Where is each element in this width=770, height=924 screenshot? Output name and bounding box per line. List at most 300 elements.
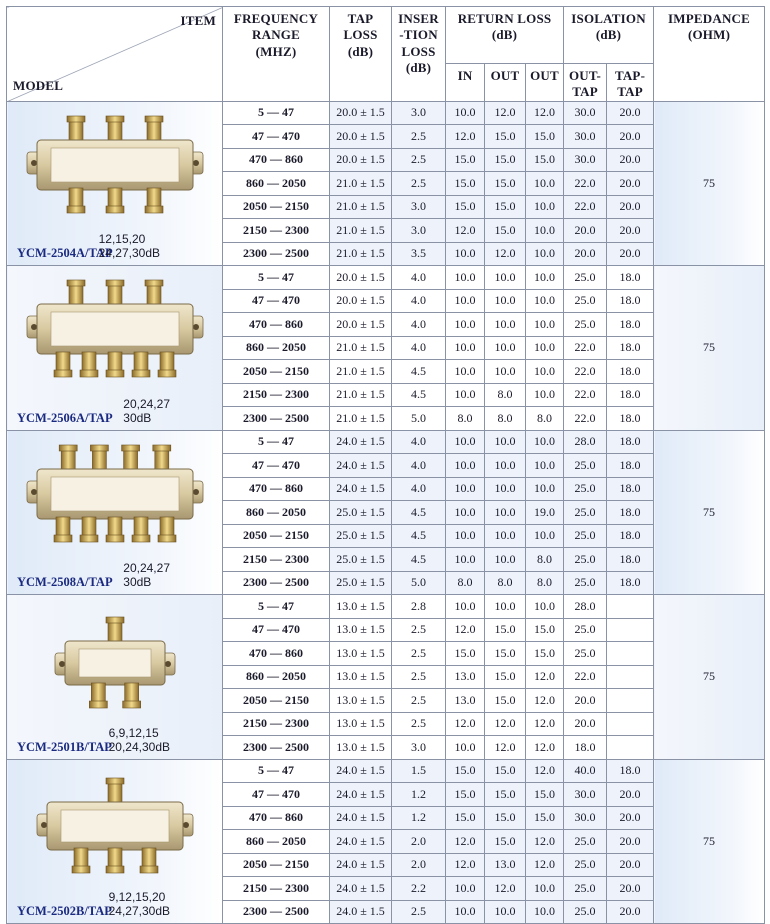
rl-out-cell: 8.0: [485, 407, 526, 431]
rl-out2-cell: 10.0: [526, 900, 564, 924]
freq-cell: 2050 — 2150: [223, 195, 330, 219]
rl-out2-cell: 8.0: [526, 407, 564, 431]
insertion-loss-cell: 1.2: [392, 806, 446, 830]
insertion-loss-cell: 3.0: [392, 101, 446, 125]
item-header: ITEM: [180, 13, 216, 28]
rl-out2-cell: 12.0: [526, 830, 564, 854]
rl-out-cell: 10.0: [485, 266, 526, 290]
iso-tap-tap-cell: 18.0: [607, 454, 654, 478]
frequency-range-line: FREQUENCY: [233, 11, 319, 26]
rl-in-cell: 12.0: [446, 125, 485, 149]
freq-cell: 2150 — 2300: [223, 383, 330, 407]
tap-loss-cell: 20.0 ± 1.5: [330, 101, 392, 125]
tap-loss-cell: 13.0 ± 1.5: [330, 642, 392, 666]
rl-out-cell: 12.0: [485, 877, 526, 901]
iso-tap-tap-cell: 18.0: [607, 266, 654, 290]
rl-out2-cell: 15.0: [526, 806, 564, 830]
rl-in-cell: 13.0: [446, 665, 485, 689]
iso-out-tap-cell: 25.0: [564, 289, 607, 313]
tap-loss-cell: 13.0 ± 1.5: [330, 736, 392, 760]
return-loss-line: (dB): [491, 27, 518, 43]
freq-cell: 470 — 860: [223, 477, 330, 501]
rl-out2-cell: 10.0: [526, 336, 564, 360]
iso-out-tap-cell: 22.0: [564, 383, 607, 407]
rl-in-cell: 10.0: [446, 877, 485, 901]
rl-out2-cell: 15.0: [526, 642, 564, 666]
insertion-loss-cell: 2.2: [392, 877, 446, 901]
rl-in-cell: 15.0: [446, 783, 485, 807]
tap-loss-line: (dB): [347, 43, 374, 59]
rl-in-cell: 10.0: [446, 430, 485, 454]
freq-cell: 47 — 470: [223, 783, 330, 807]
freq-cell: 2300 — 2500: [223, 571, 330, 595]
rl-in-cell: 10.0: [446, 289, 485, 313]
tap-loss-cell: 25.0 ± 1.5: [330, 548, 392, 572]
freq-cell: 5 — 47: [223, 101, 330, 125]
rl-out-cell: 15.0: [485, 665, 526, 689]
impedance-line: IMPEDANCE: [668, 11, 751, 26]
table-row: [7, 595, 765, 619]
model-name: YCM-2502B/TAP: [17, 904, 112, 919]
insertion-loss-cell: 4.0: [392, 289, 446, 313]
freq-cell: 2300 — 2500: [223, 900, 330, 924]
iso-tap-tap-cell: [607, 665, 654, 689]
tap-loss-cell: 25.0 ± 1.5: [330, 501, 392, 525]
impedance-header: [654, 7, 765, 102]
rl-in-cell: 10.0: [446, 266, 485, 290]
freq-cell: 470 — 860: [223, 642, 330, 666]
insertion-loss-cell: 4.0: [392, 336, 446, 360]
tap-loss-cell: 24.0 ± 1.5: [330, 830, 392, 854]
product-photo: [25, 439, 205, 560]
model-name: YCM-2508A/TAP: [17, 575, 113, 590]
rl-out-cell: 15.0: [485, 806, 526, 830]
iso-tap-tap-cell: 18.0: [607, 360, 654, 384]
iso-tap-tap-cell: 18.0: [607, 524, 654, 548]
rl-out-cell: 15.0: [485, 830, 526, 854]
iso-tap-tap-cell: 18.0: [607, 383, 654, 407]
tap-loss-cell: 24.0 ± 1.5: [330, 853, 392, 877]
freq-cell: 860 — 2050: [223, 830, 330, 854]
isolation-line: (dB): [595, 27, 622, 43]
iso-tap-tap-cell: 20.0: [607, 783, 654, 807]
iso-out-tap-cell: 25.0: [564, 830, 607, 854]
insertion-loss-cell: 4.0: [392, 266, 446, 290]
iso-out-tap-cell: 20.0: [564, 712, 607, 736]
iso-out-tap-cell: 25.0: [564, 454, 607, 478]
iso-out-tap-cell: 22.0: [564, 407, 607, 431]
rl-out-cell: 10.0: [485, 595, 526, 619]
rl-out-cell: 12.0: [485, 101, 526, 125]
tap-loss-cell: 24.0 ± 1.5: [330, 430, 392, 454]
iso-tap-tap-cell: 18.0: [607, 759, 654, 783]
iso-out-tap-cell: 25.0: [564, 477, 607, 501]
model-cell: [7, 595, 223, 760]
product-photo: [25, 768, 205, 889]
freq-cell: 47 — 470: [223, 289, 330, 313]
rl-out-header: OUT: [485, 64, 526, 102]
model-cell: [7, 430, 223, 595]
insertion-loss-cell: 4.5: [392, 501, 446, 525]
iso-out-tap-header: [564, 64, 607, 102]
item-model-header: [7, 7, 223, 102]
iso-out-tap-cell: 25.0: [564, 266, 607, 290]
tap-loss-cell: 25.0 ± 1.5: [330, 524, 392, 548]
model-tap-values: 6,9,12,15 20,24,30dB: [108, 725, 170, 754]
rl-out2-cell: 10.0: [526, 289, 564, 313]
freq-cell: 2300 — 2500: [223, 736, 330, 760]
iso-tap-tap-cell: 18.0: [607, 313, 654, 337]
iso-out-tap-cell: 22.0: [564, 195, 607, 219]
iso-out-tap-cell: 30.0: [564, 783, 607, 807]
rl-out-cell: 15.0: [485, 219, 526, 243]
rl-in-cell: 10.0: [446, 900, 485, 924]
insertion-loss-cell: 4.0: [392, 454, 446, 478]
iso-tap-tap-cell: 20.0: [607, 148, 654, 172]
insertion-loss-cell: 3.0: [392, 219, 446, 243]
tap-loss-cell: 13.0 ± 1.5: [330, 712, 392, 736]
iso-tap-tap-cell: 18.0: [607, 289, 654, 313]
product-photo: [25, 110, 205, 231]
insertion-loss-cell: 2.8: [392, 595, 446, 619]
iso-tap-tap-cell: [607, 712, 654, 736]
freq-cell: 5 — 47: [223, 266, 330, 290]
rl-in-cell: 12.0: [446, 853, 485, 877]
rl-in-cell: 12.0: [446, 712, 485, 736]
freq-cell: 5 — 47: [223, 595, 330, 619]
insertion-loss-header: [392, 7, 446, 102]
rl-in-cell: 8.0: [446, 571, 485, 595]
iso-tap-tap-cell: [607, 595, 654, 619]
freq-cell: 5 — 47: [223, 759, 330, 783]
iso-tap-tap-header: [607, 64, 654, 102]
iso-tap-tap-cell: 18.0: [607, 501, 654, 525]
freq-cell: 860 — 2050: [223, 172, 330, 196]
tap-loss-cell: 20.0 ± 1.5: [330, 125, 392, 149]
rl-out-cell: 15.0: [485, 148, 526, 172]
iso-out-tap-cell: 25.0: [564, 877, 607, 901]
rl-out2-cell: 10.0: [526, 595, 564, 619]
iso-tap-tap-cell: [607, 618, 654, 642]
rl-out2-cell: 10.0: [526, 313, 564, 337]
rl-in-cell: 15.0: [446, 195, 485, 219]
iso-tap-tap-cell: 20.0: [607, 877, 654, 901]
rl-in-cell: 10.0: [446, 454, 485, 478]
model-tap-values: 12,15,20 24,27,30dB: [98, 232, 160, 261]
model-cell: [7, 101, 223, 266]
impedance-line: (OHM): [687, 27, 731, 43]
iso-out-tap-cell: 25.0: [564, 548, 607, 572]
freq-cell: 860 — 2050: [223, 501, 330, 525]
rl-out-cell: 15.0: [485, 642, 526, 666]
rl-out2-cell: 10.0: [526, 430, 564, 454]
insertion-loss-cell: 2.5: [392, 712, 446, 736]
isolation-header: [564, 7, 654, 64]
tap-loss-cell: 21.0 ± 1.5: [330, 219, 392, 243]
model-header: MODEL: [13, 78, 64, 94]
freq-cell: 470 — 860: [223, 806, 330, 830]
iso-out-tap-cell: 25.0: [564, 642, 607, 666]
freq-cell: 2300 — 2500: [223, 407, 330, 431]
iso-out-tap-cell: 28.0: [564, 430, 607, 454]
rl-in-cell: 10.0: [446, 501, 485, 525]
tap-loss-cell: 21.0 ± 1.5: [330, 336, 392, 360]
iso-tap-tap-cell: [607, 689, 654, 713]
rl-in-cell: 10.0: [446, 477, 485, 501]
tap-loss-cell: 21.0 ± 1.5: [330, 172, 392, 196]
rl-in-cell: 10.0: [446, 595, 485, 619]
iso-tap-tap-cell: 18.0: [607, 407, 654, 431]
rl-out-cell: 15.0: [485, 689, 526, 713]
rl-out2-cell: 10.0: [526, 454, 564, 478]
rl-out-cell: 12.0: [485, 242, 526, 266]
iso-out-tap-cell: 30.0: [564, 101, 607, 125]
impedance-cell: 75: [654, 266, 765, 431]
table-row: [7, 266, 765, 290]
rl-in-cell: 10.0: [446, 101, 485, 125]
model-cell: [7, 759, 223, 924]
rl-out2-cell: 10.0: [526, 383, 564, 407]
rl-in-cell: 15.0: [446, 642, 485, 666]
rl-out2-cell: 10.0: [526, 172, 564, 196]
tap-loss-cell: 24.0 ± 1.5: [330, 477, 392, 501]
rl-out-cell: 10.0: [485, 477, 526, 501]
rl-out2-cell: 15.0: [526, 125, 564, 149]
spec-table: [6, 6, 765, 924]
rl-out2-cell: 8.0: [526, 548, 564, 572]
tap-loss-cell: 20.0 ± 1.5: [330, 148, 392, 172]
rl-out-cell: 15.0: [485, 618, 526, 642]
iso-tap-tap-cell: 20.0: [607, 219, 654, 243]
tap-loss-cell: 13.0 ± 1.5: [330, 618, 392, 642]
iso-tap-tap-cell: 18.0: [607, 430, 654, 454]
iso-tap-tap-cell: 18.0: [607, 336, 654, 360]
tap-loss-cell: 24.0 ± 1.5: [330, 759, 392, 783]
rl-out2-cell: 15.0: [526, 783, 564, 807]
insertion-loss-cell: 2.5: [392, 665, 446, 689]
iso-out-tap-cell: 18.0: [564, 736, 607, 760]
return-loss-header: [446, 7, 564, 64]
freq-cell: 2050 — 2150: [223, 853, 330, 877]
rl-out2-cell: 19.0: [526, 501, 564, 525]
insertion-loss-cell: 2.5: [392, 689, 446, 713]
rl-out-cell: 15.0: [485, 759, 526, 783]
tap-loss-cell: 20.0 ± 1.5: [330, 313, 392, 337]
tap-loss-cell: 24.0 ± 1.5: [330, 806, 392, 830]
rl-out-cell: 15.0: [485, 195, 526, 219]
insertion-loss-cell: 3.0: [392, 736, 446, 760]
rl-out2-cell: 12.0: [526, 712, 564, 736]
rl-in-cell: 12.0: [446, 830, 485, 854]
iso-out-tap-cell: 25.0: [564, 313, 607, 337]
iso-tap-tap-cell: 20.0: [607, 900, 654, 924]
iso-tap-tap-cell: 20.0: [607, 830, 654, 854]
tap-loss-cell: 24.0 ± 1.5: [330, 454, 392, 478]
iso-tap-tap-cell: 20.0: [607, 242, 654, 266]
iso-tap-tap-cell: 20.0: [607, 195, 654, 219]
insertion-loss-cell: 4.0: [392, 430, 446, 454]
tap-loss-cell: 24.0 ± 1.5: [330, 783, 392, 807]
iso-out-tap-cell: 25.0: [564, 571, 607, 595]
rl-in-cell: 12.0: [446, 618, 485, 642]
rl-out-cell: 8.0: [485, 571, 526, 595]
rl-out-cell: 10.0: [485, 548, 526, 572]
iso-out-tap-cell: 25.0: [564, 524, 607, 548]
model-name: YCM-2506A/TAP: [17, 410, 113, 425]
iso-tap-tap-cell: 20.0: [607, 853, 654, 877]
insertion-loss-cell: 5.0: [392, 571, 446, 595]
rl-in-cell: 10.0: [446, 524, 485, 548]
tap-loss-cell: 21.0 ± 1.5: [330, 407, 392, 431]
rl-out2-cell: 10.0: [526, 360, 564, 384]
isolation-line: ISOLATION: [571, 11, 646, 26]
insertion-loss-line: (dB): [405, 59, 432, 75]
iso-out-tap-cell: 25.0: [564, 618, 607, 642]
insertion-loss-cell: 2.5: [392, 172, 446, 196]
insertion-loss-cell: 4.5: [392, 360, 446, 384]
rl-out2-cell: 10.0: [526, 524, 564, 548]
rl-out-cell: 10.0: [485, 336, 526, 360]
freq-cell: 47 — 470: [223, 454, 330, 478]
rl-in-cell: 10.0: [446, 336, 485, 360]
rl-in-header: IN: [446, 64, 485, 102]
tap-loss-line: LOSS: [343, 27, 378, 43]
iso-out-tap-cell: 22.0: [564, 360, 607, 384]
freq-cell: 860 — 2050: [223, 665, 330, 689]
tap-loss-cell: 13.0 ± 1.5: [330, 665, 392, 689]
iso-tap-tap-cell: [607, 642, 654, 666]
insertion-loss-cell: 2.5: [392, 125, 446, 149]
iso-tap-tap-cell: 20.0: [607, 806, 654, 830]
iso-out-tap-cell: 30.0: [564, 806, 607, 830]
rl-out2-cell: 10.0: [526, 477, 564, 501]
rl-in-cell: 10.0: [446, 242, 485, 266]
rl-out2-cell: 12.0: [526, 101, 564, 125]
rl-out2-cell: 15.0: [526, 148, 564, 172]
rl-out-cell: 10.0: [485, 430, 526, 454]
insertion-loss-cell: 3.0: [392, 195, 446, 219]
impedance-cell: 75: [654, 595, 765, 760]
insertion-loss-cell: 2.5: [392, 642, 446, 666]
rl-out2-cell: 12.0: [526, 736, 564, 760]
product-photo: [25, 603, 205, 724]
insertion-loss-cell: 4.0: [392, 313, 446, 337]
freq-cell: 860 — 2050: [223, 336, 330, 360]
iso-out-tap-cell: 20.0: [564, 689, 607, 713]
rl-out-cell: 10.0: [485, 313, 526, 337]
iso-tap-tap-line: TAP: [617, 84, 643, 100]
iso-out-tap-cell: 28.0: [564, 595, 607, 619]
freq-cell: 2050 — 2150: [223, 360, 330, 384]
rl-out-cell: 8.0: [485, 383, 526, 407]
iso-tap-tap-cell: 18.0: [607, 548, 654, 572]
iso-out-tap-cell: 40.0: [564, 759, 607, 783]
rl-in-cell: 10.0: [446, 360, 485, 384]
rl-out-cell: 10.0: [485, 501, 526, 525]
product-photo: [25, 274, 205, 395]
rl-out-cell: 15.0: [485, 172, 526, 196]
iso-out-tap-cell: 30.0: [564, 148, 607, 172]
frequency-range-header: [223, 7, 330, 102]
rl-out-cell: 10.0: [485, 289, 526, 313]
insertion-loss-cell: 4.5: [392, 524, 446, 548]
freq-cell: 2150 — 2300: [223, 219, 330, 243]
rl-out2-cell: 10.0: [526, 877, 564, 901]
rl-in-cell: 12.0: [446, 219, 485, 243]
iso-tap-tap-cell: 20.0: [607, 101, 654, 125]
insertion-loss-line: INSER: [398, 11, 439, 26]
model-tap-values: 9,12,15,20 24,27,30dB: [108, 890, 170, 919]
rl-out2-cell: 12.0: [526, 689, 564, 713]
iso-out-tap-cell: 25.0: [564, 501, 607, 525]
rl-out-cell: 15.0: [485, 125, 526, 149]
rl-out-cell: 12.0: [485, 736, 526, 760]
insertion-loss-cell: 2.0: [392, 830, 446, 854]
table-row: [7, 759, 765, 783]
iso-tap-tap-cell: 20.0: [607, 125, 654, 149]
iso-out-tap-cell: 20.0: [564, 219, 607, 243]
freq-cell: 5 — 47: [223, 430, 330, 454]
rl-out2-cell: 12.0: [526, 853, 564, 877]
model-cell: [7, 266, 223, 431]
freq-cell: 2050 — 2150: [223, 689, 330, 713]
rl-out2-cell: 12.0: [526, 665, 564, 689]
impedance-cell: 75: [654, 759, 765, 924]
iso-tap-tap-cell: 18.0: [607, 571, 654, 595]
rl-in-cell: 15.0: [446, 148, 485, 172]
rl-out-cell: 10.0: [485, 360, 526, 384]
rl-out2-cell: 8.0: [526, 571, 564, 595]
freq-cell: 47 — 470: [223, 618, 330, 642]
freq-cell: 2300 — 2500: [223, 242, 330, 266]
freq-cell: 2150 — 2300: [223, 877, 330, 901]
iso-tap-tap-cell: 18.0: [607, 477, 654, 501]
tap-loss-cell: 24.0 ± 1.5: [330, 900, 392, 924]
tap-loss-cell: 13.0 ± 1.5: [330, 595, 392, 619]
insertion-loss-cell: 1.5: [392, 759, 446, 783]
insertion-loss-cell: 4.5: [392, 383, 446, 407]
tap-loss-cell: 20.0 ± 1.5: [330, 289, 392, 313]
insertion-loss-cell: 1.2: [392, 783, 446, 807]
rl-in-cell: 15.0: [446, 759, 485, 783]
rl-out-cell: 13.0: [485, 853, 526, 877]
return-loss-line: RETURN LOSS: [457, 11, 552, 26]
rl-out-cell: 10.0: [485, 524, 526, 548]
iso-out-tap-cell: 22.0: [564, 172, 607, 196]
rl-in-cell: 15.0: [446, 172, 485, 196]
iso-tap-tap-cell: [607, 736, 654, 760]
model-name: YCM-2504A/TAP: [17, 246, 113, 261]
freq-cell: 2150 — 2300: [223, 548, 330, 572]
table-row: [7, 430, 765, 454]
insertion-loss-cell: 4.0: [392, 477, 446, 501]
rl-in-cell: 10.0: [446, 313, 485, 337]
iso-out-tap-cell: 30.0: [564, 125, 607, 149]
rl-out2-cell: 12.0: [526, 759, 564, 783]
iso-out-tap-cell: 22.0: [564, 336, 607, 360]
tap-loss-cell: 24.0 ± 1.5: [330, 877, 392, 901]
rl-out2-cell: 10.0: [526, 195, 564, 219]
freq-cell: 2050 — 2150: [223, 524, 330, 548]
frequency-range-line: (MHZ): [255, 43, 297, 59]
spec-table-body: [7, 101, 765, 924]
iso-out-tap-line: OUT-: [568, 68, 602, 83]
rl-in-cell: 10.0: [446, 736, 485, 760]
frequency-range-line: RANGE: [252, 27, 300, 43]
rl-out2-cell: 10.0: [526, 266, 564, 290]
iso-out-tap-line: TAP: [572, 84, 598, 100]
impedance-cell: 75: [654, 101, 765, 266]
